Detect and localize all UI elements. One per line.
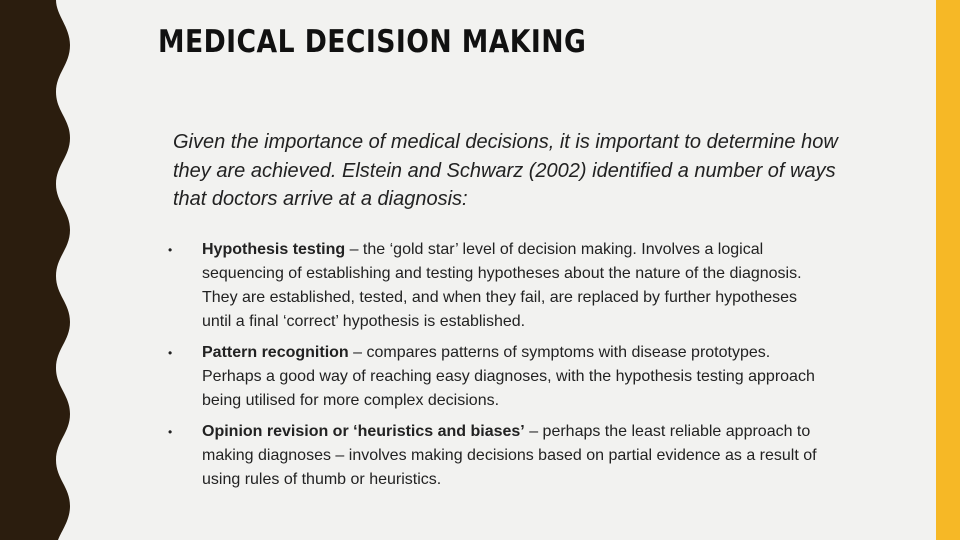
- bullet-item-opinion-revision: [168, 420, 828, 492]
- right-accent-bar: [936, 0, 960, 540]
- slide-title: MEDICAL DECISION MAKING: [158, 24, 587, 60]
- bullet-text: – the ‘gold star’ level of decision making. Involves a logical sequencing of establishing and testing hypotheses about the nature of the diagnosis. They are established, tested, and when they fail, are replaced by further hypotheses until a final ‘correct’ hypothesis is established.: [202, 241, 802, 330]
- bullet-term: Pattern recognition: [202, 344, 349, 361]
- bullet-term: Opinion revision or ‘heuristics and biases’: [202, 423, 525, 440]
- bullet-item-hypothesis-testing: [168, 238, 828, 334]
- bullet-term: Hypothesis testing: [202, 241, 346, 258]
- bullet-text: – perhaps the least reliable approach to making diagnoses – involves making decisions based on partial evidence as a result of using rules of thumb or heuristics.: [202, 423, 817, 488]
- bullet-text: – compares patterns of symptoms with disease prototypes. Perhaps a good way of reaching easy diagnoses, with the hypothesis testing approach being utilised for more complex decisions.: [202, 344, 815, 409]
- bullet-item-pattern-recognition: [168, 341, 828, 413]
- bullet-list: [168, 238, 828, 499]
- wavy-edge-shape: [0, 0, 70, 540]
- bullet-marker: •: [168, 243, 173, 257]
- bullet-marker: •: [168, 346, 173, 360]
- intro-paragraph: Given the importance of medical decisions, it is important to determine how they are achieved. Elstein and Schwarz (2002) identified a number of ways that doctors arrive at a diagnosis:: [173, 131, 838, 210]
- bullet-marker: •: [168, 425, 173, 439]
- left-decorative-band: [0, 0, 80, 540]
